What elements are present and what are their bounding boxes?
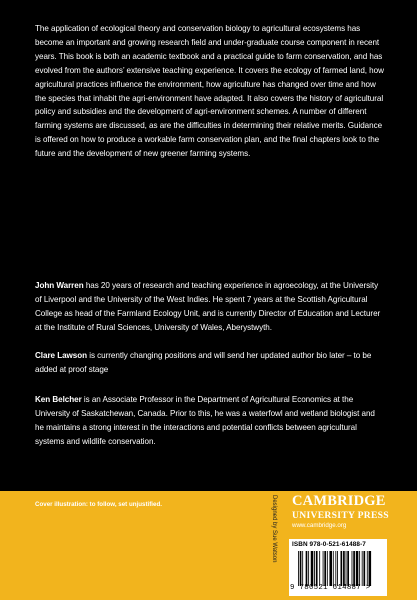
barcode-bar bbox=[316, 551, 318, 586]
barcode-bar bbox=[337, 551, 338, 586]
barcode-bar bbox=[359, 551, 360, 586]
barcode-bar bbox=[369, 551, 372, 586]
barcode-bar bbox=[367, 551, 368, 586]
author-bio-text: is an Associate Professor in the Department of Agricultural Economics at the University of Saskatchewan, Canada. Prior to this, he was a waterfowl and wetland biologist and he maintains a strong interest in the interactions and potential conflicts between agricultural systems and wildlife conservation. bbox=[35, 395, 375, 446]
publisher-name: CAMBRIDGE bbox=[292, 493, 386, 509]
barcode-bar bbox=[335, 551, 336, 586]
description-text: The application of ecological theory and conservation biology to agricultural ecosystems has become an important and growing research field and under-graduate course component in recent years. This book is both an academic textbook and a practical guide to farm conservation, and has evolved from the authors’ extensive teaching experience. It covers the ecology of farmed land, how agricultural practices influence the environment, how agriculture has changed over time and how the species that inhabit the agri-environment have adapted. It also covers the history of agricultural policy and subsidies and the development of agri-environment schemes. A number of different farming systems are discussed, as are the difficulties in determining their relative merits. Guidance is offered on how to produce a workable farm conservation plan, and the final chapters look to the future and the development of new greener farming systems. bbox=[35, 24, 384, 159]
cover-illustration-note: Cover illustration: to follow, set unjustified. bbox=[35, 501, 162, 508]
barcode-bar bbox=[341, 551, 343, 586]
author-bio-text: has 20 years of research and teaching experience in agroecology, at the University of Liverpool and the University of the West Indies. He spent 7 years at the Scottish Agricultural College as head of the Farmland Ecology Unit, and is currently Director of Education and Lecturer at the Institute of Rural Sciences, University of Wales, Aberystwyth. bbox=[35, 281, 381, 332]
barcode-bar bbox=[306, 551, 308, 586]
barcode-bar bbox=[308, 551, 309, 586]
author-name: Ken Belcher bbox=[35, 395, 82, 404]
designer-credit-text: Designed by Sue Watson bbox=[271, 495, 277, 563]
author-bio-belcher bbox=[35, 393, 385, 449]
barcode-bar bbox=[302, 551, 303, 586]
author-bio-lawson bbox=[35, 349, 385, 377]
barcode-bar bbox=[363, 551, 365, 586]
isbn-label: ISBN 978-0-521-61488-7 bbox=[292, 541, 366, 548]
footer-band bbox=[0, 491, 417, 600]
author-name: John Warren bbox=[35, 281, 84, 290]
barcode-digits: 9 780521 614887 > bbox=[290, 584, 371, 592]
barcode-bar bbox=[362, 551, 363, 586]
barcode-bar bbox=[347, 551, 349, 586]
book-description bbox=[35, 22, 385, 161]
designer-credit bbox=[271, 491, 282, 563]
barcode-bar bbox=[300, 551, 302, 586]
author-name: Clare Lawson bbox=[35, 351, 88, 360]
barcode-panel bbox=[289, 539, 387, 596]
barcode-icon bbox=[298, 551, 382, 586]
author-bio-text: is currently changing positions and will send her updated author bio later – to be added at proof stage bbox=[35, 351, 372, 374]
barcode-bar bbox=[298, 551, 299, 586]
author-bio-warren bbox=[35, 279, 385, 335]
barcode-bar bbox=[353, 551, 355, 586]
barcode-bar bbox=[319, 551, 320, 586]
barcode-bar bbox=[352, 551, 353, 586]
barcode-bar bbox=[327, 551, 328, 586]
barcode-bar bbox=[346, 551, 347, 586]
barcode-bar bbox=[343, 551, 345, 586]
barcode-bar bbox=[329, 551, 332, 586]
publisher-url: www.cambridge.org bbox=[292, 522, 347, 529]
barcode-bar bbox=[314, 551, 315, 586]
barcode-bar bbox=[324, 551, 326, 586]
publisher-subtitle: UNIVERSITY PRESS bbox=[292, 510, 389, 521]
barcode-bar bbox=[311, 551, 314, 586]
barcode-bar bbox=[333, 551, 334, 586]
barcode-bar bbox=[356, 551, 359, 586]
barcode-bar bbox=[323, 551, 324, 586]
